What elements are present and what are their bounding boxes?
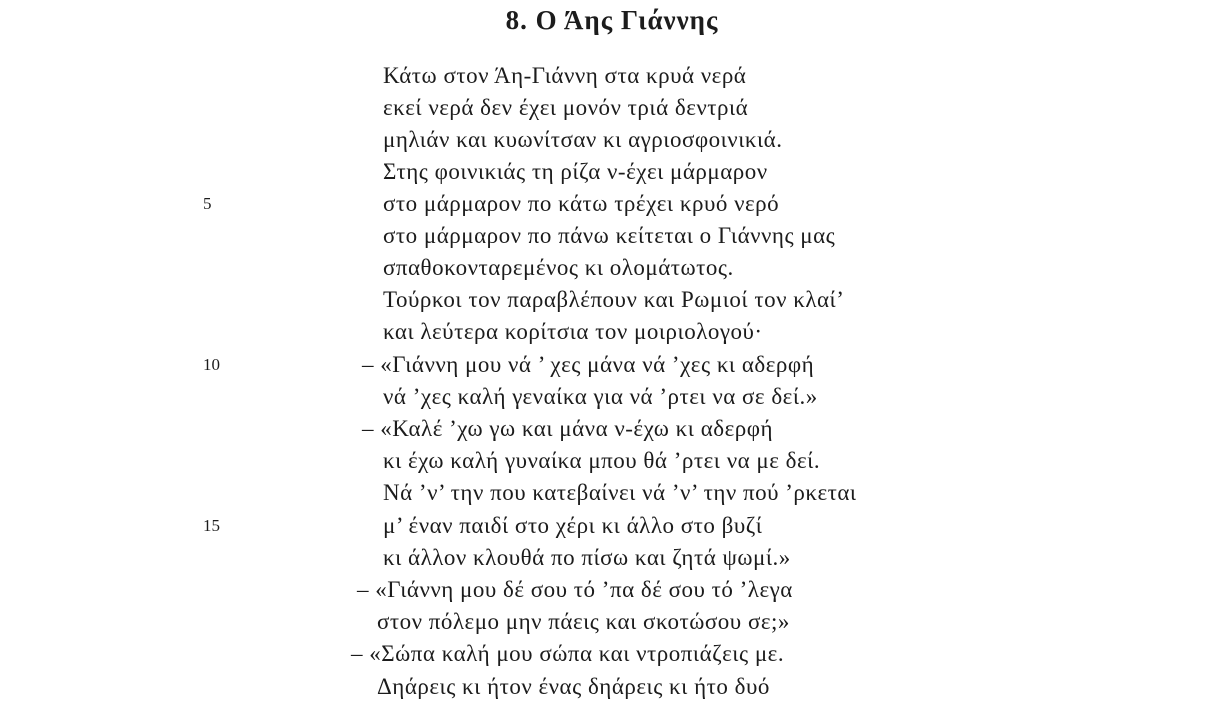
line-text: στον πόλεμο μην πάεις και σκοτώσου σε;» [377,609,790,634]
poem-line-9 [0,316,1224,348]
line-number: 10 [203,355,220,374]
line-text: μ’ έναν παιδί στο χέρι κι άλλο στο βυζί [383,513,763,538]
line-text: στο μάρμαρον πο πάνω κείτεται ο Γιάννης μας [383,223,836,248]
poem-line-1 [0,60,1224,92]
line-text: μηλιάν και κυωνίτσαν κι αγριοσφοινικιά. [383,127,783,152]
poem-line-11 [0,381,1224,413]
line-text: και λεύτερα κορίτσια τον μοιριολογού· [383,319,763,344]
poem-line-2 [0,92,1224,124]
line-text: κι έχω καλή γυναίκα μπου θά ’ρτει να με δεί. [383,448,821,473]
line-text: – «Καλέ ’χω γω και μάνα ν-έχω κι αδερφή [362,416,774,441]
poem-line-12 [0,413,1224,445]
poem-line-3 [0,124,1224,156]
line-text: Νά ’ν’ την που κατεβαίνει νά ’ν’ την πού ’ρκεται [383,480,857,505]
line-number: 15 [203,516,220,535]
poem-line-14 [0,477,1224,509]
line-text: στο μάρμαρον πο κάτω τρέχει κρυό νερό [383,191,780,216]
poem-line-7 [0,252,1224,284]
line-text: σπαθοκονταρεμένος κι ολομάτωτος. [383,255,734,280]
poem-line-13 [0,445,1224,477]
poem-title: 8. Ο Άης Γιάννης [505,5,719,35]
poem-line-10 [0,349,1224,381]
line-text: κι άλλον κλουθά πο πίσω και ζητά ψωμί.» [383,545,791,570]
poem-line-8 [0,284,1224,316]
poem-line-4 [0,156,1224,188]
line-text: νά ’χες καλή γεναίκα για νά ’ρτει να σε δεί.» [383,384,818,409]
poem-line-5 [0,188,1224,220]
line-text: – «Σώπα καλή μου σώπα και ντροπιάζεις με. [351,641,785,666]
poem-line-18 [0,606,1224,638]
line-text: – «Γιάννη μου δέ σου τό ’πα δέ σου τό ’λεγα [357,577,793,602]
line-text: εκεί νερά δεν έχει μονόν τριά δεντριά [383,95,749,120]
line-text: Κάτω στον Άη-Γιάννη στα κρυά νερά [383,63,747,88]
poem-line-20 [0,671,1224,703]
poem-line-6 [0,220,1224,252]
line-text: Δηάρεις κι ήτον ένας δηάρεις κι ήτο δυό [377,674,770,699]
line-text: Τούρκοι τον παραβλέπουν και Ρωμιοί τον κλαί’ [383,287,845,312]
line-number: 5 [203,194,212,213]
poem-line-15 [0,510,1224,542]
poem-line-16 [0,542,1224,574]
line-text: – «Γιάννη μου νά ’ χες μάνα νά ’χες κι αδερφή [362,352,815,377]
line-text: Στης φοινικιάς τη ρίζα ν-έχει μάρμαρον [383,159,768,184]
poem-line-19 [0,638,1224,670]
poem-line-17 [0,574,1224,606]
